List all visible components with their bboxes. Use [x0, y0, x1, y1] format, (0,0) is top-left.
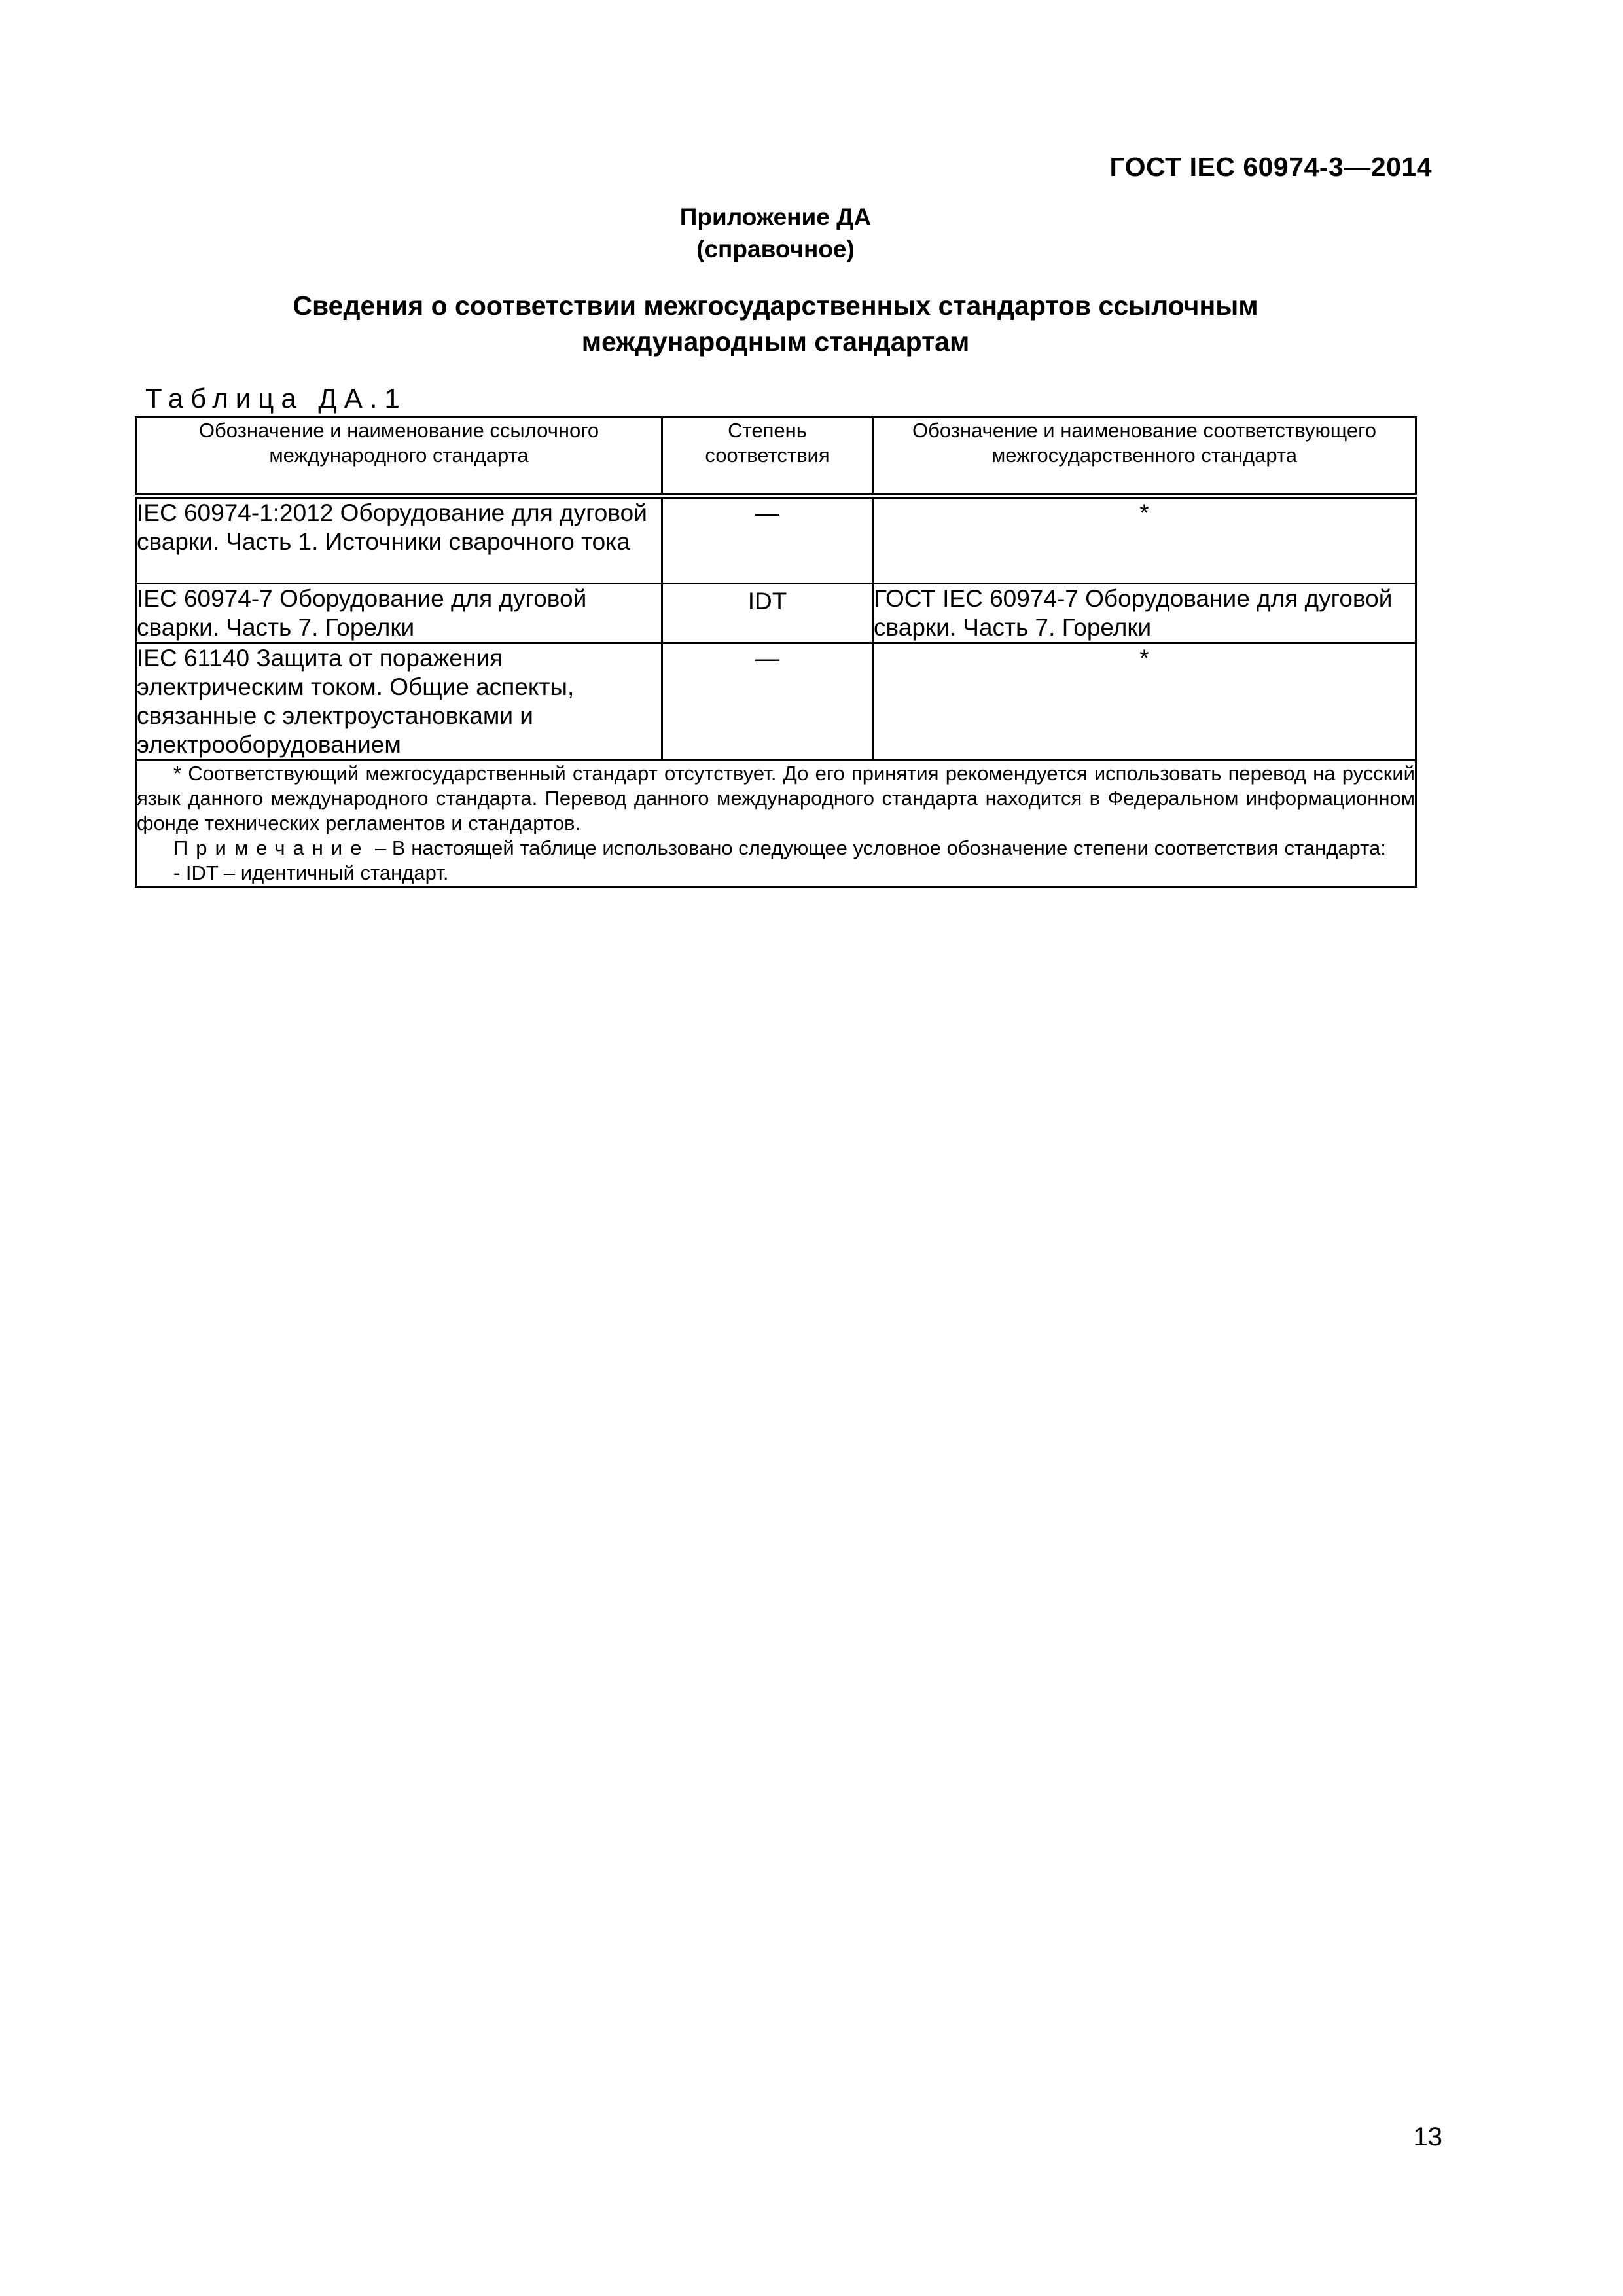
section-heading	[0, 288, 1551, 360]
cell-degree: —	[662, 643, 873, 761]
cell-international-standard: IEC 60974-7 Оборудование для дуговой сварки. Часть 7. Горелки	[136, 584, 662, 643]
column-header-degree: Степень соответствия	[662, 418, 873, 496]
table-notes-row	[136, 761, 1416, 887]
table-row	[136, 643, 1416, 761]
table-header-row	[136, 418, 1416, 496]
page-number: 13	[1413, 2123, 1442, 2151]
note-label: Примечание	[173, 836, 370, 859]
table-footnote: * Соответствующий межгосударственный стандарт отсутствует. До его принятия рекомендуется использовать перевод на русский язык данного международного стандарта. Перевод данного международного стандарта находится в Федеральном информационном фонде технических регламентов и стандартов.	[137, 762, 1415, 834]
correspondence-table	[135, 416, 1417, 888]
cell-interstate-standard: ГОСТ IEC 60974-7 Оборудование для дуговой сварки. Часть 7. Горелки	[873, 584, 1416, 643]
table-notes	[136, 761, 1416, 887]
appendix-subtitle: (справочное)	[696, 236, 855, 262]
cell-degree: IDT	[662, 584, 873, 643]
section-heading-line-2: международным стандартам	[581, 327, 970, 357]
table-row	[136, 584, 1416, 643]
appendix-title: Приложение ДА	[679, 204, 872, 230]
column-header-international: Обозначение и наименование ссылочного международного стандарта	[136, 418, 662, 496]
section-heading-line-1: Сведения о соответствии межгосударственных стандартов ссылочным	[293, 291, 1258, 321]
note-text: – В настоящей таблице использовано следующее условное обозначение степени соответствия стандарта:	[369, 836, 1386, 859]
column-header-interstate: Обозначение и наименование соответствующего межгосударственного стандарта	[873, 418, 1416, 496]
cell-international-standard: IEC 60974-1:2012 Оборудование для дуговой сварки. Часть 1. Источники сварочного тока	[136, 496, 662, 584]
cell-interstate-standard: *	[873, 643, 1416, 761]
table-caption: Таблица ДА.1	[145, 383, 407, 414]
cell-international-standard: IEC 61140 Защита от поражения электрическим током. Общие аспекты, связанные с электроустановками и электрооборудованием	[136, 643, 662, 761]
note-list-item: - IDT – идентичный стандарт.	[173, 861, 449, 884]
document-code: ГОСТ IEC 60974-3—2014	[1109, 152, 1432, 182]
table-note	[137, 836, 1415, 861]
cell-degree: —	[662, 496, 873, 584]
appendix-title-block	[0, 201, 1551, 265]
table-row	[136, 496, 1416, 584]
cell-interstate-standard: *	[873, 496, 1416, 584]
